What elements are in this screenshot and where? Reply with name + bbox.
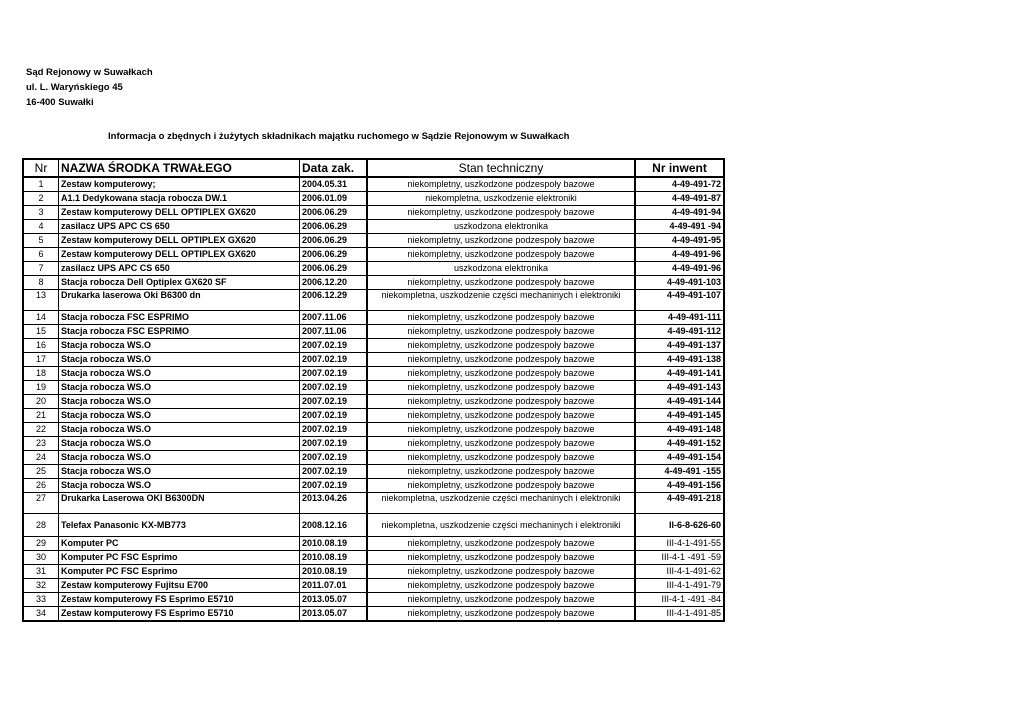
col-header-date: Data zak.: [300, 159, 368, 177]
table-row: [23, 234, 724, 248]
cell-name: Stacja robocza WS.O: [59, 409, 300, 423]
table-row: [23, 479, 724, 493]
cell-condition: niekompletny, uszkodzone podzespoły bazowe: [367, 311, 635, 325]
cell-condition: niekompletny, uszkodzone podzespoły bazowe: [367, 325, 635, 339]
table-row: [23, 276, 724, 290]
cell-name: Stacja robocza WS.O: [59, 381, 300, 395]
cell-condition: niekompletny, uszkodzone podzespoły bazowe: [367, 409, 635, 423]
cell-date: 2013.05.07: [300, 607, 368, 622]
table-row: [23, 353, 724, 367]
table-row: [23, 607, 724, 622]
cell-inventory: 4-49-491-111: [635, 311, 724, 325]
cell-date: 2007.02.19: [300, 409, 368, 423]
cell-name: Komputer PC FSC Esprimo: [59, 565, 300, 579]
cell-name: Stacja robocza FSC ESPRIMO: [59, 311, 300, 325]
table-row: [23, 593, 724, 607]
cell-condition: niekompletna, uszkodzenie części mechaninych i elektroniki: [367, 493, 635, 514]
table-row: [23, 192, 724, 206]
cell-condition: niekompletny, uszkodzone podzespoły bazowe: [367, 579, 635, 593]
cell-nr: 14: [23, 311, 59, 325]
cell-name: Stacja robocza Dell Optiplex GX620 SF: [59, 276, 300, 290]
cell-date: 2007.02.19: [300, 367, 368, 381]
cell-nr: 13: [23, 290, 59, 311]
cell-condition: niekompletny, uszkodzone podzespoły bazowe: [367, 465, 635, 479]
cell-date: 2010.08.19: [300, 551, 368, 565]
cell-condition: niekompletny, uszkodzone podzespoły bazowe: [367, 537, 635, 551]
cell-name: Stacja robocza WS.O: [59, 423, 300, 437]
cell-date: 2007.11.06: [300, 325, 368, 339]
cell-nr: 25: [23, 465, 59, 479]
cell-inventory: 4-49-491-148: [635, 423, 724, 437]
cell-name: Stacja robocza WS.O: [59, 395, 300, 409]
col-header-nr: Nr: [23, 159, 59, 177]
cell-nr: 30: [23, 551, 59, 565]
cell-nr: 16: [23, 339, 59, 353]
cell-nr: 3: [23, 206, 59, 220]
cell-inventory: III-4-1-491-85: [635, 607, 724, 622]
table-row: [23, 262, 724, 276]
cell-inventory: III-4-1 -491 -84: [635, 593, 724, 607]
cell-name: Stacja robocza WS.O: [59, 465, 300, 479]
cell-condition: niekompletny, uszkodzone podzespoły bazowe: [367, 353, 635, 367]
cell-date: 2006.01.09: [300, 192, 368, 206]
cell-inventory: 4-49-491-144: [635, 395, 724, 409]
cell-date: 2007.02.19: [300, 423, 368, 437]
table-row: [23, 290, 724, 311]
table-row: [23, 248, 724, 262]
table-row: [23, 551, 724, 565]
table-row: [23, 565, 724, 579]
cell-nr: 26: [23, 479, 59, 493]
cell-condition: niekompletna, uszkodzenie części mechaninych i elektroniki: [367, 514, 635, 537]
cell-name: A1.1 Dedykowana stacja robocza DW.1: [59, 192, 300, 206]
cell-inventory: III-4-1-491-55: [635, 537, 724, 551]
cell-nr: 17: [23, 353, 59, 367]
cell-inventory: 4-49-491-154: [635, 451, 724, 465]
cell-inventory: 4-49-491-87: [635, 192, 724, 206]
cell-inventory: 4-49-491-156: [635, 479, 724, 493]
table-row: [23, 395, 724, 409]
cell-nr: 23: [23, 437, 59, 451]
cell-condition: niekompletny, uszkodzone podzespoły bazowe: [367, 177, 635, 192]
cell-nr: 31: [23, 565, 59, 579]
cell-nr: 27: [23, 493, 59, 514]
cell-name: Zestaw komputerowy DELL OPTIPLEX GX620: [59, 206, 300, 220]
cell-condition: niekompletny, uszkodzone podzespoły bazowe: [367, 551, 635, 565]
cell-date: 2008.12.16: [300, 514, 368, 537]
cell-condition: uszkodzona elektronika: [367, 220, 635, 234]
col-header-inventory: Nr inwent: [635, 159, 724, 177]
cell-condition: niekompletny, uszkodzone podzespoły bazowe: [367, 276, 635, 290]
cell-date: 2010.08.19: [300, 537, 368, 551]
cell-inventory: 4-49-491-94: [635, 206, 724, 220]
table-row: [23, 423, 724, 437]
table-row: [23, 177, 724, 192]
col-header-name: NAZWA ŚRODKA TRWAŁEGO: [59, 159, 300, 177]
cell-inventory: 4-49-491-137: [635, 339, 724, 353]
cell-inventory: 4-49-491-96: [635, 248, 724, 262]
cell-date: 2007.02.19: [300, 479, 368, 493]
cell-inventory: III-4-1-491-79: [635, 579, 724, 593]
cell-date: 2013.05.07: [300, 593, 368, 607]
cell-inventory: 4-49-491-152: [635, 437, 724, 451]
cell-inventory: 4-49-491-112: [635, 325, 724, 339]
cell-nr: 29: [23, 537, 59, 551]
cell-name: Stacja robocza WS.O: [59, 339, 300, 353]
cell-inventory: 4-49-491-138: [635, 353, 724, 367]
cell-date: 2006.12.29: [300, 290, 368, 311]
cell-condition: niekompletny, uszkodzone podzespoły bazowe: [367, 381, 635, 395]
cell-inventory: 4-49-491-95: [635, 234, 724, 248]
cell-name: Stacja robocza FSC ESPRIMO: [59, 325, 300, 339]
cell-nr: 4: [23, 220, 59, 234]
cell-date: 2013.04.26: [300, 493, 368, 514]
cell-condition: niekompletny, uszkodzone podzespoły bazowe: [367, 206, 635, 220]
cell-condition: niekompletna, uszkodzenie elektroniki: [367, 192, 635, 206]
cell-inventory: 4-49-491 -155: [635, 465, 724, 479]
cell-date: 2007.02.19: [300, 465, 368, 479]
cell-inventory: 4-49-491-145: [635, 409, 724, 423]
cell-nr: 34: [23, 607, 59, 622]
cell-inventory: 4-49-491-103: [635, 276, 724, 290]
court-city: 16-400 Suwałki: [26, 97, 94, 108]
cell-name: zasilacz UPS APC CS 650: [59, 262, 300, 276]
table-row: [23, 381, 724, 395]
table-row: [23, 537, 724, 551]
table-row: [23, 514, 724, 537]
cell-name: Stacja robocza WS.O: [59, 353, 300, 367]
cell-date: 2007.02.19: [300, 339, 368, 353]
table-row: [23, 465, 724, 479]
cell-name: zasilacz UPS APC CS 650: [59, 220, 300, 234]
cell-nr: 18: [23, 367, 59, 381]
table-row: [23, 220, 724, 234]
cell-name: Zestaw komputerowy Fujitsu E700: [59, 579, 300, 593]
cell-nr: 8: [23, 276, 59, 290]
cell-date: 2007.02.19: [300, 353, 368, 367]
cell-date: 2007.02.19: [300, 437, 368, 451]
cell-nr: 20: [23, 395, 59, 409]
cell-name: Zestaw komputerowy DELL OPTIPLEX GX620: [59, 248, 300, 262]
cell-nr: 32: [23, 579, 59, 593]
cell-name: Stacja robocza WS.O: [59, 479, 300, 493]
cell-nr: 1: [23, 177, 59, 192]
cell-name: Zestaw komputerowy FS Esprimo E5710: [59, 607, 300, 622]
cell-condition: niekompletny, uszkodzone podzespoły bazowe: [367, 234, 635, 248]
cell-condition: uszkodzona elektronika: [367, 262, 635, 276]
table-row: [23, 451, 724, 465]
cell-condition: niekompletny, uszkodzone podzespoły bazowe: [367, 367, 635, 381]
cell-nr: 24: [23, 451, 59, 465]
table-row: [23, 579, 724, 593]
cell-inventory: III-4-1-491-62: [635, 565, 724, 579]
table-row: [23, 311, 724, 325]
cell-nr: 2: [23, 192, 59, 206]
cell-name: Komputer PC: [59, 537, 300, 551]
cell-date: 2006.12.20: [300, 276, 368, 290]
table-row: [23, 367, 724, 381]
cell-date: 2004.05.31: [300, 177, 368, 192]
cell-inventory: 4-49-491-96: [635, 262, 724, 276]
cell-nr: 21: [23, 409, 59, 423]
table-row: [23, 206, 724, 220]
cell-date: 2006.06.29: [300, 206, 368, 220]
cell-condition: niekompletny, uszkodzone podzespoły bazowe: [367, 395, 635, 409]
cell-name: Stacja robocza WS.O: [59, 451, 300, 465]
cell-name: Zestaw komputerowy;: [59, 177, 300, 192]
cell-nr: 5: [23, 234, 59, 248]
cell-date: 2007.02.19: [300, 381, 368, 395]
court-street: ul. L. Waryńskiego 45: [26, 82, 123, 93]
table-row: [23, 409, 724, 423]
cell-nr: 22: [23, 423, 59, 437]
table-row: [23, 437, 724, 451]
cell-condition: niekompletny, uszkodzone podzespoły bazowe: [367, 607, 635, 622]
cell-condition: niekompletny, uszkodzone podzespoły bazowe: [367, 479, 635, 493]
cell-date: 2011.07.01: [300, 579, 368, 593]
col-header-condition: Stan techniczny: [367, 159, 635, 177]
cell-name: Komputer PC FSC Esprimo: [59, 551, 300, 565]
cell-inventory: 4-49-491-72: [635, 177, 724, 192]
table-row: [23, 325, 724, 339]
document-title: Informacja o zbędnych i żużytych składnikach majątku ruchomego w Sądzie Rejonowym w Suwałkach: [108, 131, 570, 142]
cell-inventory: 4-49-491-141: [635, 367, 724, 381]
cell-inventory: 4-49-491-218: [635, 493, 724, 514]
cell-name: Drukarka laserowa Oki B6300 dn: [59, 290, 300, 311]
cell-nr: 7: [23, 262, 59, 276]
cell-condition: niekompletny, uszkodzone podzespoły bazowe: [367, 565, 635, 579]
cell-condition: niekompletny, uszkodzone podzespoły bazowe: [367, 248, 635, 262]
cell-inventory: III-4-1 -491 -59: [635, 551, 724, 565]
cell-name: Zestaw komputerowy DELL OPTIPLEX GX620: [59, 234, 300, 248]
cell-date: 2010.08.19: [300, 565, 368, 579]
table-row: [23, 493, 724, 514]
cell-inventory: 4-49-491-143: [635, 381, 724, 395]
cell-condition: niekompletny, uszkodzone podzespoły bazowe: [367, 593, 635, 607]
cell-nr: 15: [23, 325, 59, 339]
table-header-row: [23, 159, 724, 177]
cell-nr: 19: [23, 381, 59, 395]
cell-condition: niekompletny, uszkodzone podzespoły bazowe: [367, 437, 635, 451]
cell-date: 2007.02.19: [300, 451, 368, 465]
cell-inventory: II-6-8-626-60: [635, 514, 724, 537]
cell-date: 2006.06.29: [300, 234, 368, 248]
cell-inventory: 4-49-491 -94: [635, 220, 724, 234]
cell-date: 2006.06.29: [300, 220, 368, 234]
cell-nr: 6: [23, 248, 59, 262]
cell-name: Telefax Panasonic KX-MB773: [59, 514, 300, 537]
cell-name: Stacja robocza WS.O: [59, 367, 300, 381]
cell-condition: niekompletny, uszkodzone podzespoły bazowe: [367, 451, 635, 465]
table-row: [23, 339, 724, 353]
cell-name: Stacja robocza WS.O: [59, 437, 300, 451]
cell-condition: niekompletny, uszkodzone podzespoły bazowe: [367, 339, 635, 353]
cell-condition: niekompletna, uszkodzenie części mechaninych i elektroniki: [367, 290, 635, 311]
cell-name: Drukarka Laserowa OKI B6300DN: [59, 493, 300, 514]
cell-condition: niekompletny, uszkodzone podzespoły bazowe: [367, 423, 635, 437]
cell-date: 2006.06.29: [300, 248, 368, 262]
assets-table: [22, 158, 725, 622]
cell-inventory: 4-49-491-107: [635, 290, 724, 311]
cell-nr: 33: [23, 593, 59, 607]
cell-date: 2006.06.29: [300, 262, 368, 276]
cell-date: 2007.11.06: [300, 311, 368, 325]
cell-name: Zestaw komputerowy FS Esprimo E5710: [59, 593, 300, 607]
court-name: Sąd Rejonowy w Suwałkach: [26, 67, 153, 78]
cell-nr: 28: [23, 514, 59, 537]
cell-date: 2007.02.19: [300, 395, 368, 409]
